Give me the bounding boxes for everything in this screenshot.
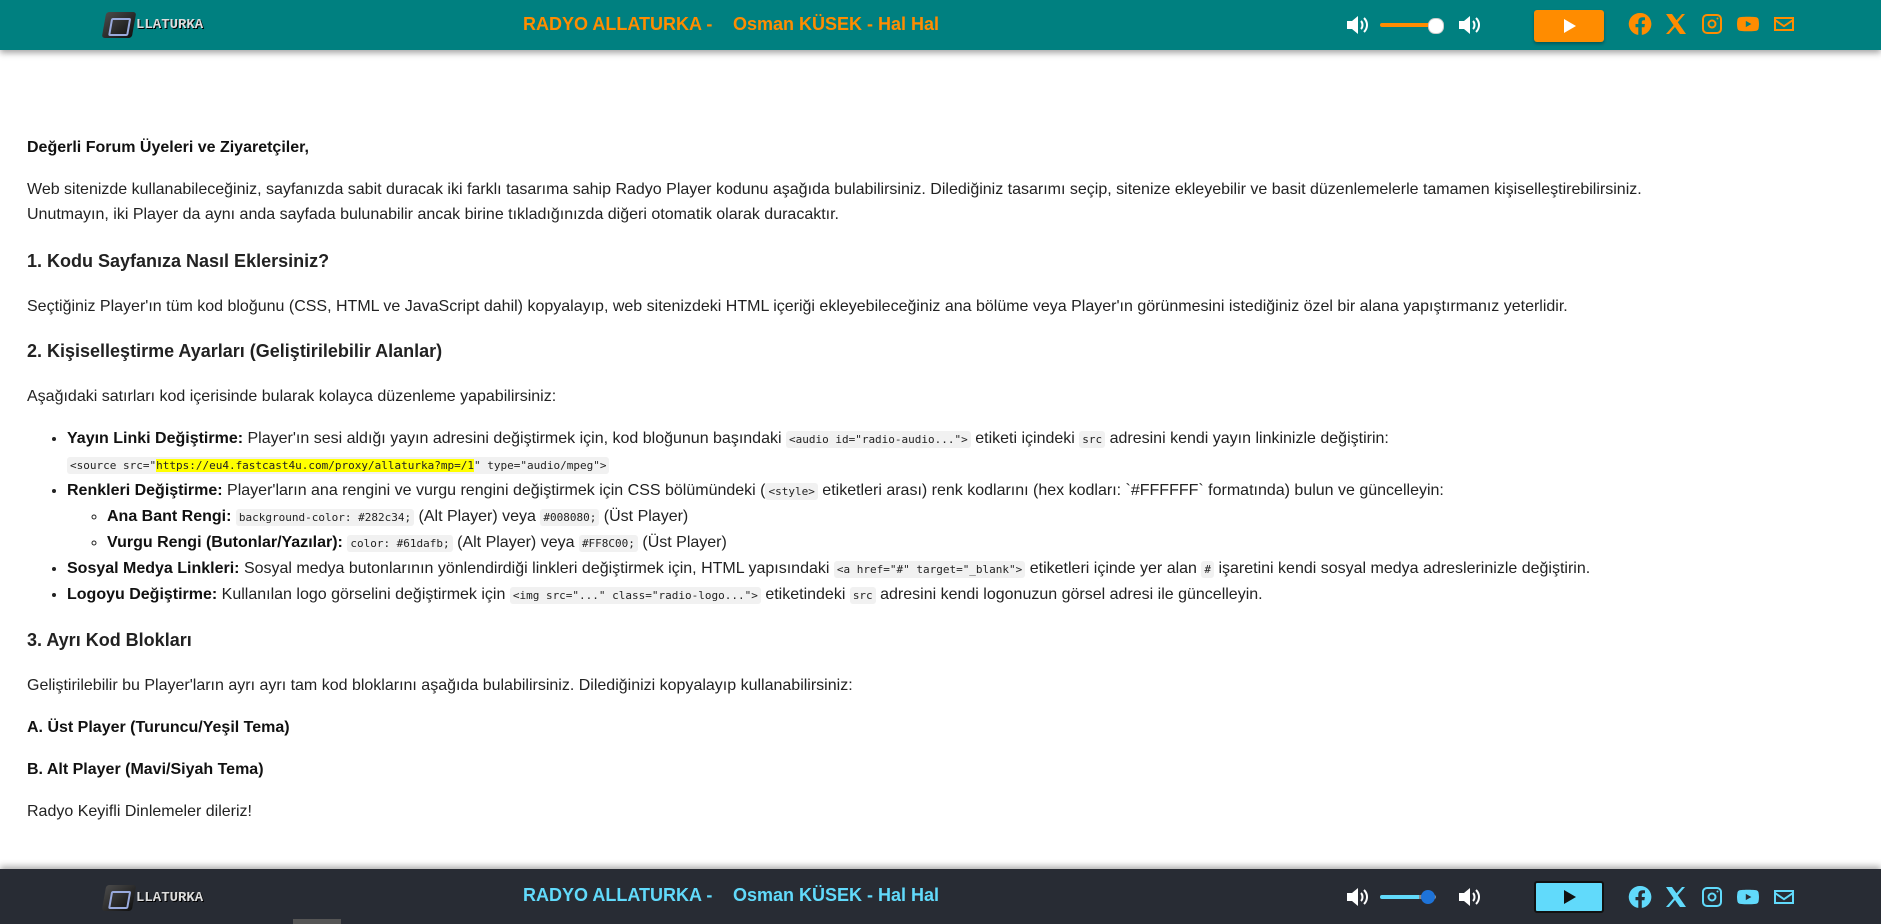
list-item: • Logoyu Değiştirme: Kullanılan logo görselini değiştirmek için <img src="..." class="radio-logo..."> etiketindeki src adresini kendi logonuzun görsel adresi ile güncelleyin. — [67, 582, 1827, 608]
intro-paragraph-1: Web sitenizde kullanabileceğiniz, sayfanızda sabit duracak iki farklı tasarıma sahip Radyo Player kodunu aşağıda bulabilirsiniz. Dilediğiniz tasarımı seçip, sitenize ekleyebilir ve basit düzenlemelerle tamamen kişiselleştirebilirsiniz. — [27, 181, 1642, 198]
volume-up-icon[interactable] — [1457, 885, 1483, 909]
mail-icon[interactable] — [1772, 885, 1796, 909]
station-name: RADYO ALLATURKA - — [523, 14, 713, 34]
source-tag-code: <source src="https://eu4.fastcast4u.com/proxy/allaturka?mp=/1" type="audio/mpeg"> — [67, 457, 609, 474]
volume-down-icon[interactable] — [1345, 885, 1371, 909]
closing-text: Radyo Keyifli Dinlemeler dileriz! — [27, 803, 252, 820]
section-heading-2: 2. Kişiselleştirme Ayarları (Geliştirilebilir Alanlar) — [27, 341, 443, 361]
list-item: ◦ Ana Bant Rengi: background-color: #282c34; (Alt Player) veya #008080; (Üst Player) — [107, 504, 1827, 530]
logo-text: LLATURKA — [136, 890, 204, 906]
section-paragraph-3: Geliştirilebilir bu Player'ların ayrı ayrı tam kod bloklarını aşağıda bulabilirsiniz. Dilediğinizi kopyalayıp kullanabilirsiniz: — [27, 677, 853, 694]
volume-control — [1345, 13, 1485, 37]
x-icon[interactable] — [1664, 885, 1688, 909]
list-item: ◦ Vurgu Rengi (Butonlar/Yazılar): color: #61dafb; (Alt Player) veya #FF8C00; (Üst Player) — [107, 530, 1827, 556]
instagram-icon[interactable] — [1700, 12, 1724, 36]
volume-down-icon[interactable] — [1345, 13, 1371, 37]
section-heading-3: 3. Ayrı Kod Blokları — [27, 630, 192, 650]
intro-paragraph-2: Unutmayın, iki Player da aynı anda sayfada bulunabilir ancak birine tıkladığınızda diğeri otomatik olarak duracaktır. — [27, 206, 839, 223]
logo-mark-icon — [102, 12, 137, 38]
list-item: • Sosyal Medya Linkleri: Sosyal medya butonlarının yönlendirdiği linkleri değiştirmek için, HTML yapısındaki <a href="#" target="_blank"> etiketleri içinde yer alan # işaretini kendi sosyal medya adreslerinizle değiştirin. — [67, 556, 1827, 582]
play-icon — [1561, 889, 1577, 905]
volume-slider-handle[interactable] — [1428, 18, 1444, 34]
youtube-icon[interactable] — [1736, 12, 1760, 36]
horizontal-scrollbar[interactable] — [293, 919, 341, 924]
instagram-icon[interactable] — [1700, 885, 1724, 909]
station-name: RADYO ALLATURKA - — [523, 885, 713, 905]
greeting: Değerli Forum Üyeleri ve Ziyaretçiler, — [27, 139, 309, 156]
player-b-heading: B. Alt Player (Mavi/Siyah Tema) — [27, 761, 264, 778]
volume-control — [1345, 885, 1485, 909]
play-button[interactable] — [1534, 881, 1604, 913]
top-radio-player — [0, 0, 1881, 50]
radio-logo — [104, 885, 206, 911]
play-button[interactable] — [1534, 10, 1604, 42]
youtube-icon[interactable] — [1736, 885, 1760, 909]
section-paragraph-2: Aşağıdaki satırları kod içerisinde bularak kolayca düzenleme yapabilirsiniz: — [27, 388, 557, 405]
play-icon — [1561, 18, 1577, 34]
mail-icon[interactable] — [1772, 12, 1796, 36]
stream-url: https://eu4.fastcast4u.com/proxy/allaturka?mp=/1 — [156, 459, 474, 472]
facebook-icon[interactable] — [1628, 12, 1652, 36]
x-icon[interactable] — [1664, 12, 1688, 36]
customization-list — [27, 426, 1827, 608]
social-links — [1628, 12, 1796, 36]
song-title: Osman KÜSEK - Hal Hal — [733, 885, 940, 905]
logo-mark-icon — [102, 885, 137, 911]
radio-logo — [104, 12, 206, 38]
song-title: Osman KÜSEK - Hal Hal — [733, 14, 940, 34]
player-a-heading: A. Üst Player (Turuncu/Yeşil Tema) — [27, 719, 290, 736]
volume-up-icon[interactable] — [1457, 13, 1483, 37]
list-item: • Renkleri Değiştirme: Player'ların ana rengini ve vurgu rengini değiştirmek için CSS bölümündeki ( <style> etiketleri arası) renk kodlarını (hex kodları: `#FFFFFF` formatında) bulun ve güncelleyin: ◦ Ana Bant Rengi: background-color: #282c34; (Alt Player) veya #008080; (Üst Player) ◦ Vurgu Rengi (Butonlar/Yazılar): color: #61dafb; (Alt Player) veya #FF8C00; (Üst Player) — [67, 478, 1827, 556]
article-content — [27, 135, 1827, 824]
volume-slider-handle[interactable] — [1421, 890, 1435, 904]
section-paragraph-1: Seçtiğiniz Player'ın tüm kod bloğunu (CSS, HTML ve JavaScript dahil) kopyalayıp, web sitenizdeki HTML içeriği ekleyebileceğiniz ana bölüme veya Player'ın görünmesini istediğiniz özel bir alana yapıştırmanız yeterlidir. — [27, 298, 1568, 315]
bottom-radio-player — [0, 869, 1881, 924]
list-item: • Yayın Linki Değiştirme: Player'ın sesi aldığı yayın adresini değiştirmek için, kod bloğunun başındaki <audio id="radio-audio..."> etiketi içindeki src adresini kendi yayın linkinizle değiştirin: <source src="https://eu4.fastcast4u.com/proxy/allaturka?mp=/1" type="audio/mpeg"> — [67, 426, 1827, 478]
logo-text: LLATURKA — [136, 17, 204, 33]
section-heading-1: 1. Kodu Sayfanıza Nasıl Eklersiniz? — [27, 251, 330, 271]
color-sublist — [67, 504, 1827, 556]
facebook-icon[interactable] — [1628, 885, 1652, 909]
social-links — [1628, 885, 1796, 909]
